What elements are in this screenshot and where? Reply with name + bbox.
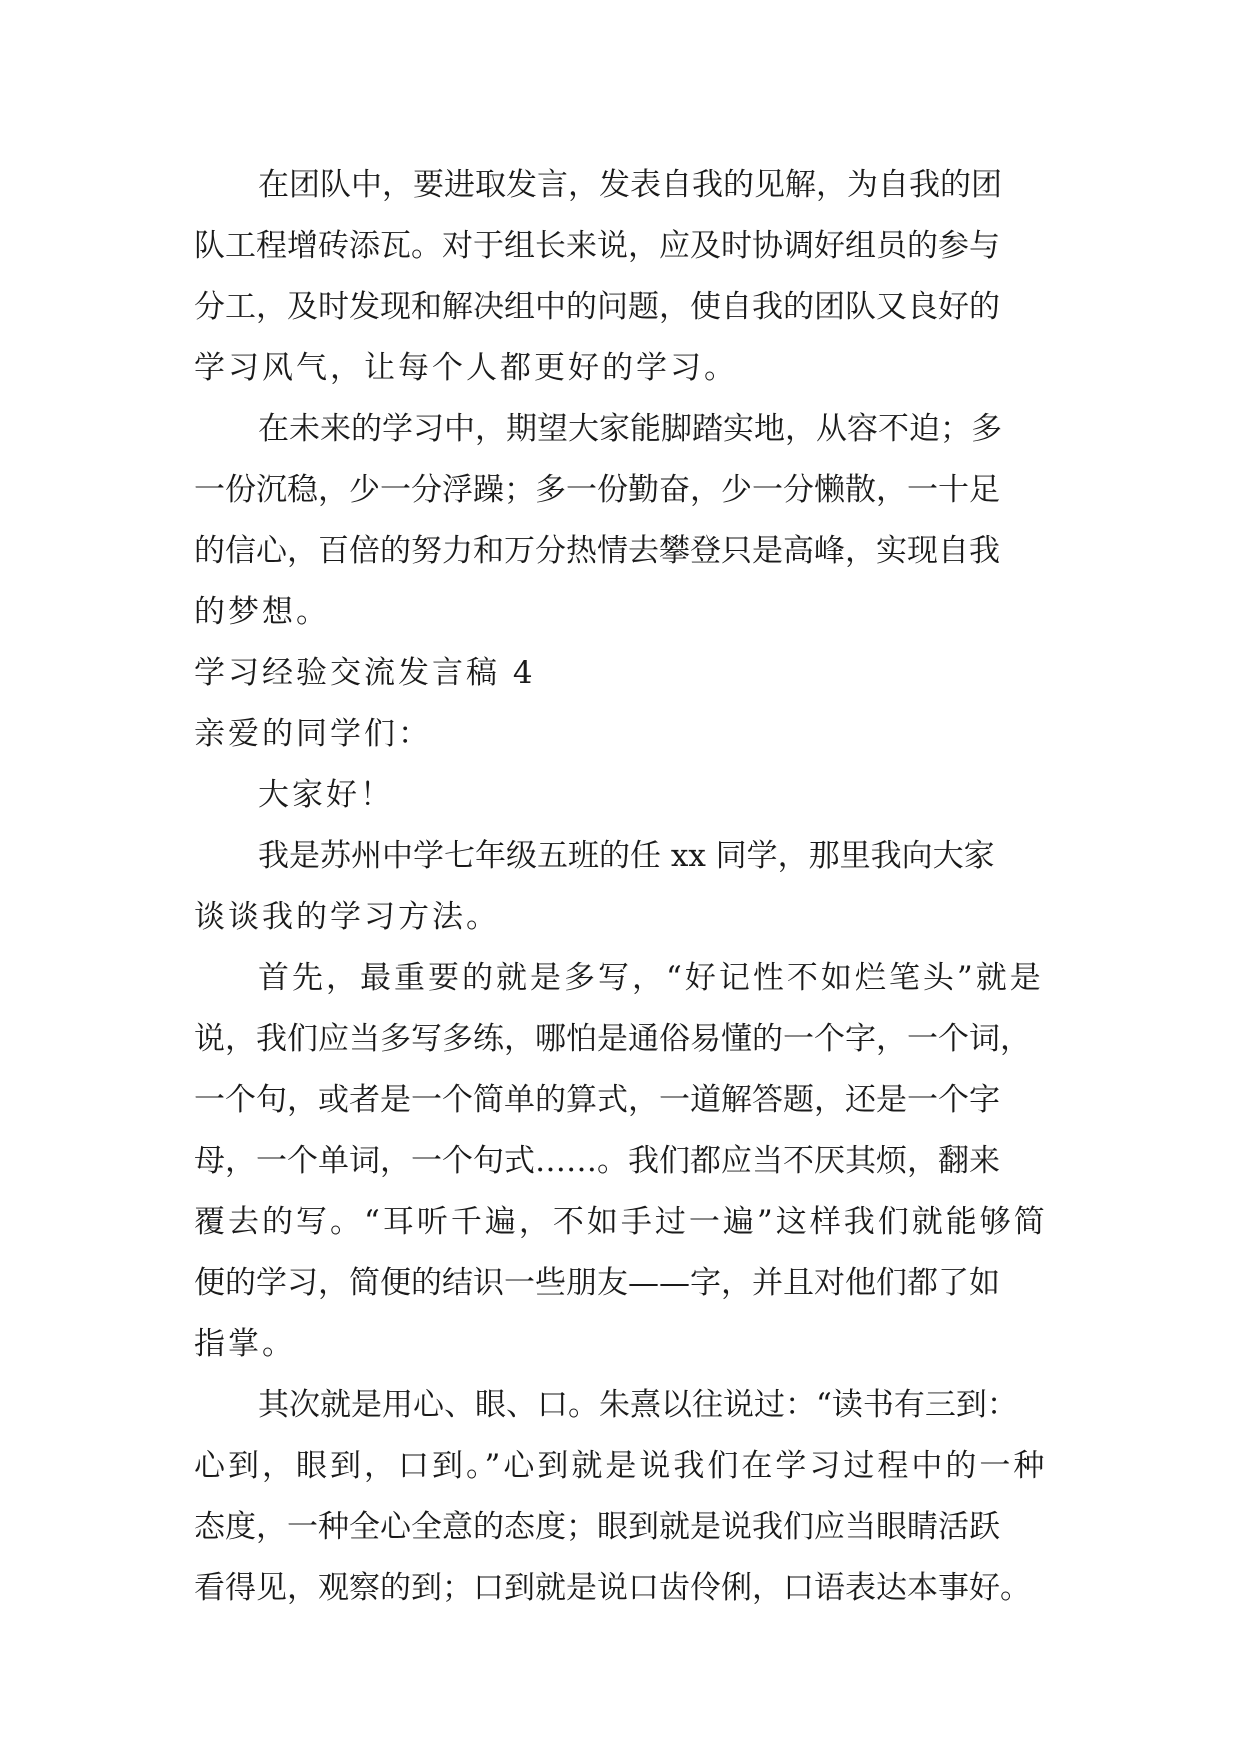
greeting: 大家好！ xyxy=(258,777,394,813)
text-line: 队工程增砖添瓦。对于组长来说，应及时协调好组员的参与 xyxy=(194,228,1000,264)
text-line: 其次就是用心、眼、口。朱熹以往说过：“读书有三到： xyxy=(258,1387,1018,1423)
text-line: 的信心，百倍的努力和万分热情去攀登只是高峰，实现自我 xyxy=(194,533,1000,569)
text-line: 的梦想。 xyxy=(194,594,330,630)
text-line: 母，一个单词，一个句式……。我们都应当不厌其烦，翻来 xyxy=(194,1143,1000,1179)
salutation: 亲爱的同学们： xyxy=(194,716,432,752)
text-line: 心到，眼到，口到。”心到就是说我们在学习过程中的一种 xyxy=(194,1448,1048,1484)
text-line: 我是苏州中学七年级五班的任 xx 同学，那里我向大家 xyxy=(258,838,995,874)
text-line: 态度，一种全心全意的态度；眼到就是说我们应当眼睛活跃 xyxy=(194,1509,1000,1545)
text-line: 分工，及时发现和解决组中的问题，使自我的团队又良好的 xyxy=(194,289,1000,325)
section-heading: 学习经验交流发言稿 4 xyxy=(194,655,536,691)
text-line: 指掌。 xyxy=(194,1326,296,1362)
text-line: 覆去的写。“耳听千遍，不如手过一遍”这样我们就能够简 xyxy=(194,1204,1048,1240)
text-line: 学习风气，让每个人都更好的学习。 xyxy=(194,350,738,386)
text-line: 一份沉稳，少一分浮躁；多一份勤奋，少一分懒散，一十足 xyxy=(194,472,1000,508)
text-line: 便的学习，简便的结识一些朋友——字，并且对他们都了如 xyxy=(194,1265,1000,1301)
text-line: 谈谈我的学习方法。 xyxy=(194,899,500,935)
document-body xyxy=(194,155,1056,1619)
text-line: 说，我们应当多写多练，哪怕是通俗易懂的一个字，一个词， xyxy=(194,1021,1031,1057)
text-line: 看得见，观察的到；口到就是说口齿伶俐，口语表达本事好。 xyxy=(194,1570,1031,1606)
text-line: 首先，最重要的就是多写，“好记性不如烂笔头”就是 xyxy=(258,960,1044,996)
text-line: 在团队中，要进取发言，发表自我的见解，为自我的团 xyxy=(258,167,1002,203)
text-line: 在未来的学习中，期望大家能脚踏实地，从容不迫；多 xyxy=(258,411,1002,447)
text-line: 一个句，或者是一个简单的算式，一道解答题，还是一个字 xyxy=(194,1082,1000,1118)
